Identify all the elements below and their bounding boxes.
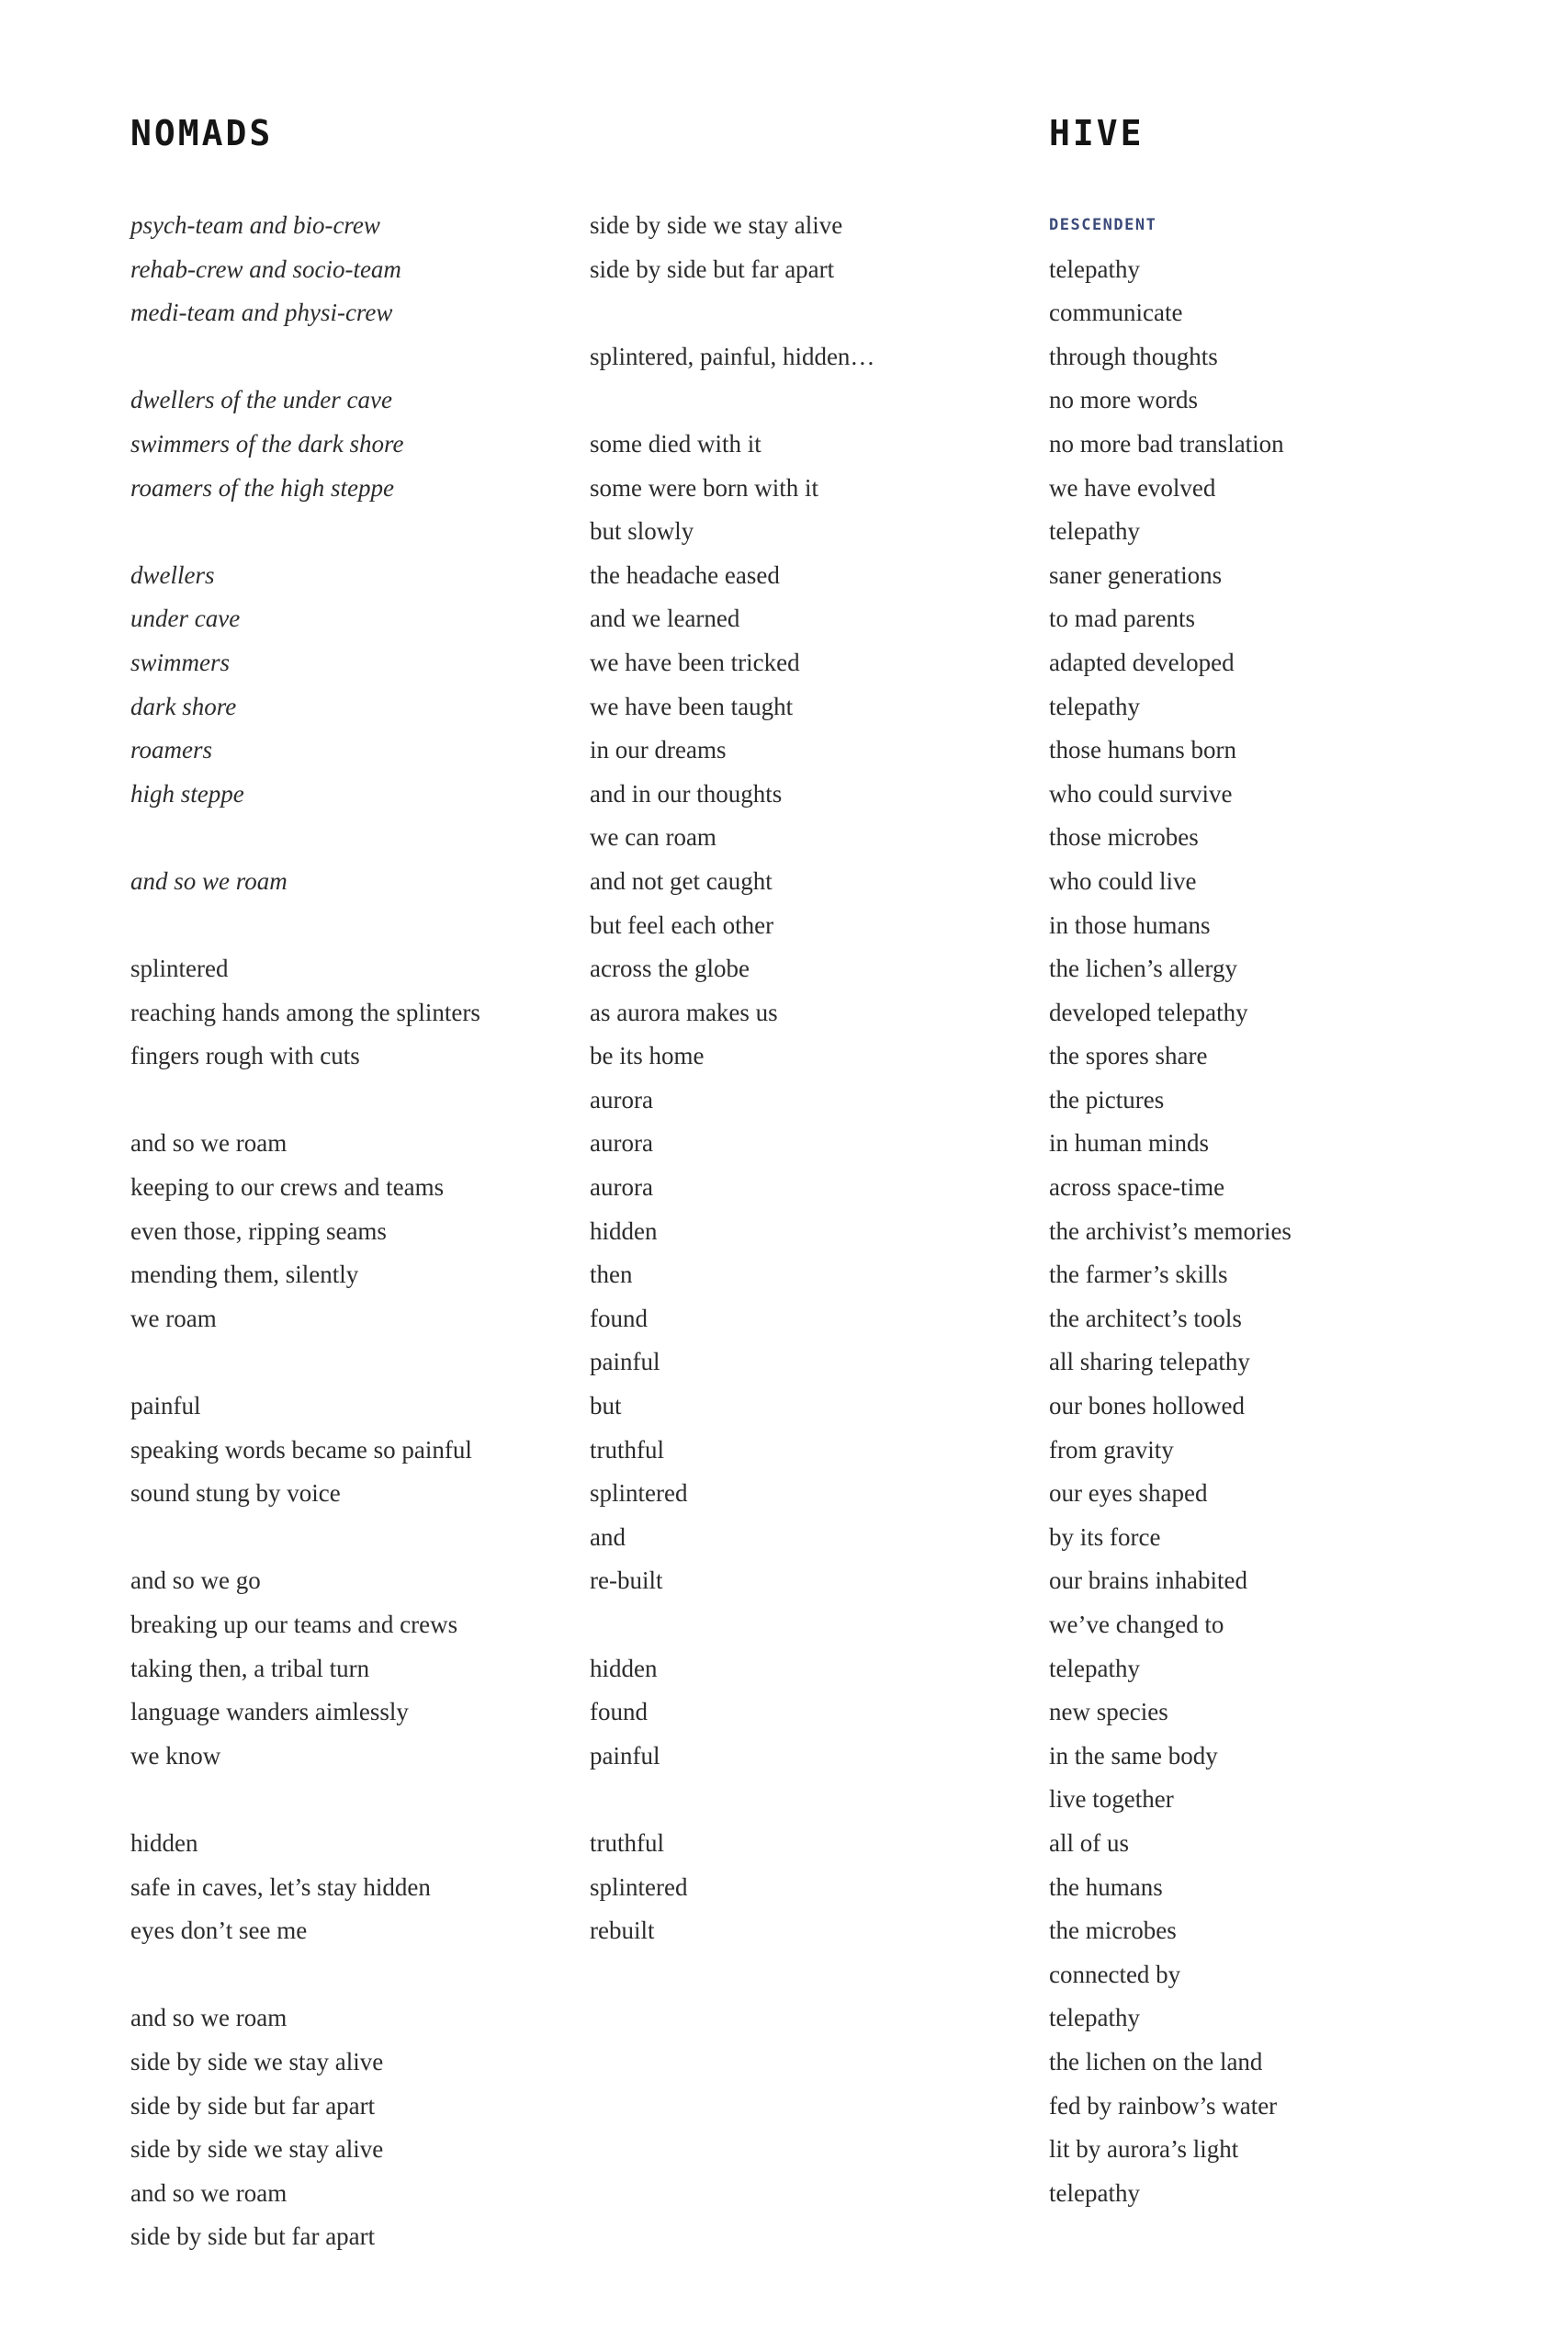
poem-line: telepathy [1049,1654,1140,1682]
poem-line: to mad parents [1049,605,1195,633]
poem-line: the farmer’s skills [1049,1261,1228,1289]
stanza-break [130,1516,571,1560]
poem-line: re-built [590,1566,663,1595]
poem-line: across the globe [590,955,750,983]
poem-line: and we learned [590,605,740,633]
poem-line: language wanders aimlessly [130,1698,409,1726]
poem-line: our bones hollowed [1049,1392,1245,1420]
poem-line: we have been taught [590,692,794,720]
poem-line: telepathy [1049,254,1140,283]
poem-line: we have been tricked [590,648,800,676]
poem-line: painful [590,1348,660,1376]
poem-line: fed by rainbow’s water [1049,2091,1278,2120]
poem-line: in human minds [1049,1129,1209,1158]
poem-line: we have evolved [1049,473,1216,502]
stanza-break [130,1079,571,1123]
poem-line: sound stung by voice [130,1479,341,1508]
poem-line: eyes don’t see me [130,1917,308,1945]
poem-line: dark shore [130,692,237,720]
stanza-break [130,904,571,948]
poem-line: saner generations [1049,560,1223,589]
poem-line: taking then, a tribal turn [130,1654,370,1682]
poem-line: swimmers of the dark shore [130,429,404,458]
poem-line: splintered [130,955,229,983]
nomads-column-2 [590,204,1031,1953]
poem-line: our brains inhabited [1049,1566,1247,1595]
stanza-break [590,1778,1031,1822]
poem-line: side by side we stay alive [590,211,843,239]
poem-line: keeping to our crews and teams [130,1173,445,1202]
poem-line: side by side we stay alive [130,2135,384,2164]
poem-line: and [590,1522,626,1551]
poem-line: we roam [130,1304,217,1332]
poem-line: reaching hands among the splinters [130,998,480,1026]
poem-line: in our dreams [590,736,727,764]
poem-line: the archivist’s memories [1049,1216,1292,1245]
poem-line: truthful [590,1435,664,1464]
poem-line: no more words [1049,386,1198,414]
poem-line: painful [130,1392,201,1420]
poem-line: and so we roam [130,2178,288,2207]
poem-line: we know [130,1741,221,1770]
poem-line: splintered, painful, hidden… [590,342,875,370]
stanza-break [130,1953,571,1997]
poem-line: and so we roam [130,866,288,895]
poem-line: the humans [1049,1872,1163,1901]
poem-line: telepathy [1049,2004,1140,2032]
poem-line: roamers [130,736,213,764]
poem-line: who could survive [1049,779,1233,808]
stanza-break [130,1778,571,1822]
poem-line: adapted developed [1049,648,1235,676]
poem-line: the architect’s tools [1049,1304,1242,1332]
poem-line: telepathy [1049,517,1140,546]
nomads-column-1 [130,204,571,2259]
poem-line: telepathy [1049,2178,1140,2207]
poem-line: safe in caves, let’s stay hidden [130,1872,431,1901]
poem-line: side by side but far apart [590,254,835,283]
poem-line: high steppe [130,779,244,808]
poem-line: medi-team and physi-crew [130,299,393,327]
poem-line: no more bad translation [1049,429,1284,458]
poem-line: and in our thoughts [590,779,783,808]
poem-line: developed telepathy [1049,998,1248,1026]
poem-line: aurora [590,1129,653,1158]
poem-line: be its home [590,1042,705,1070]
poem-line: side by side but far apart [130,2222,376,2251]
section-label: DESCENDENT [1049,216,1157,234]
poem-line: those humans born [1049,736,1236,764]
poem-line: the lichen on the land [1049,2047,1263,2075]
poem-line: the lichen’s allergy [1049,955,1237,983]
poem-line: those microbes [1049,823,1199,852]
poem-line: but slowly [590,517,694,546]
poem-line: from gravity [1049,1435,1174,1464]
poem-line: telepathy [1049,692,1140,720]
poem-line: in the same body [1049,1741,1218,1770]
poem-line: speaking words became so painful [130,1435,472,1464]
poem-line: communicate [1049,299,1183,327]
poem-line: and not get caught [590,866,773,895]
poem-line: dwellers of the under cave [130,386,392,414]
poem-line: roamers of the high steppe [130,473,394,502]
poem-line: the pictures [1049,1085,1165,1114]
poem-line: our eyes shaped [1049,1479,1208,1508]
poem-line: all sharing telepathy [1049,1348,1250,1376]
poem-line: live together [1049,1785,1174,1814]
poem-line: and so we roam [130,2004,288,2032]
stanza-break [590,379,1031,423]
poem-line: mending them, silently [130,1261,359,1289]
poem-line: swimmers [130,648,231,676]
poem-line: the headache eased [590,560,780,589]
poem-line: lit by aurora’s light [1049,2135,1239,2164]
poem-line: across space-time [1049,1173,1225,1202]
nomads-heading: NOMADS [130,113,274,153]
hive-column [1049,204,1508,2215]
poem-line: we’ve changed to [1049,1611,1224,1638]
poem-line: hidden [590,1216,658,1245]
poem-line: but [590,1392,622,1420]
poem-line: splintered [590,1479,688,1508]
poem-line: fingers rough with cuts [130,1042,360,1070]
poem-line: painful [590,1741,660,1770]
poem-line: and so we go [130,1566,261,1595]
poem-line: some were born with it [590,473,818,502]
poem-line: the microbes [1049,1917,1177,1945]
poem-line: all of us [1049,1828,1129,1857]
poem-line: who could live [1049,866,1197,895]
poem-line: then [590,1261,633,1289]
poem-line: breaking up our teams and crews [130,1611,458,1638]
poem-line: as aurora makes us [590,998,778,1026]
poem-line: in those humans [1049,910,1211,939]
poem-line: side by side we stay alive [130,2047,384,2075]
poem-line: side by side but far apart [130,2091,376,2120]
poem-line: we can roam [590,823,716,852]
poem-line: rebuilt [590,1917,655,1945]
poem-line: under cave [130,605,241,633]
poem-line: the spores share [1049,1042,1208,1070]
poem-line: connected by [1049,1960,1181,1988]
poem-line: hidden [590,1654,658,1682]
poem-line: found [590,1304,648,1332]
poem-line: aurora [590,1173,653,1202]
stanza-break [590,1603,1031,1647]
poem-line: splintered [590,1872,688,1901]
stanza-break [130,816,571,860]
poem-line: truthful [590,1828,664,1857]
stanza-break [590,291,1031,335]
poem-line: new species [1049,1698,1168,1726]
poem-line: psych-team and bio-crew [130,211,380,239]
poem-line: aurora [590,1085,653,1114]
poem-line: found [590,1698,648,1726]
poem-line: some died with it [590,429,761,458]
poem-line: rehab-crew and socio-team [130,254,401,283]
poem-line: through thoughts [1049,342,1218,370]
poem-line: by its force [1049,1522,1161,1551]
poem-line: dwellers [130,560,215,589]
poem-line: but feel each other [590,910,774,939]
poem-line: even those, ripping seams [130,1216,387,1245]
stanza-break [130,1340,571,1385]
poem-line: hidden [130,1828,198,1857]
poem-line: and so we roam [130,1129,288,1158]
hive-heading: HIVE [1049,113,1145,153]
stanza-break [130,510,571,554]
stanza-break [130,335,571,379]
